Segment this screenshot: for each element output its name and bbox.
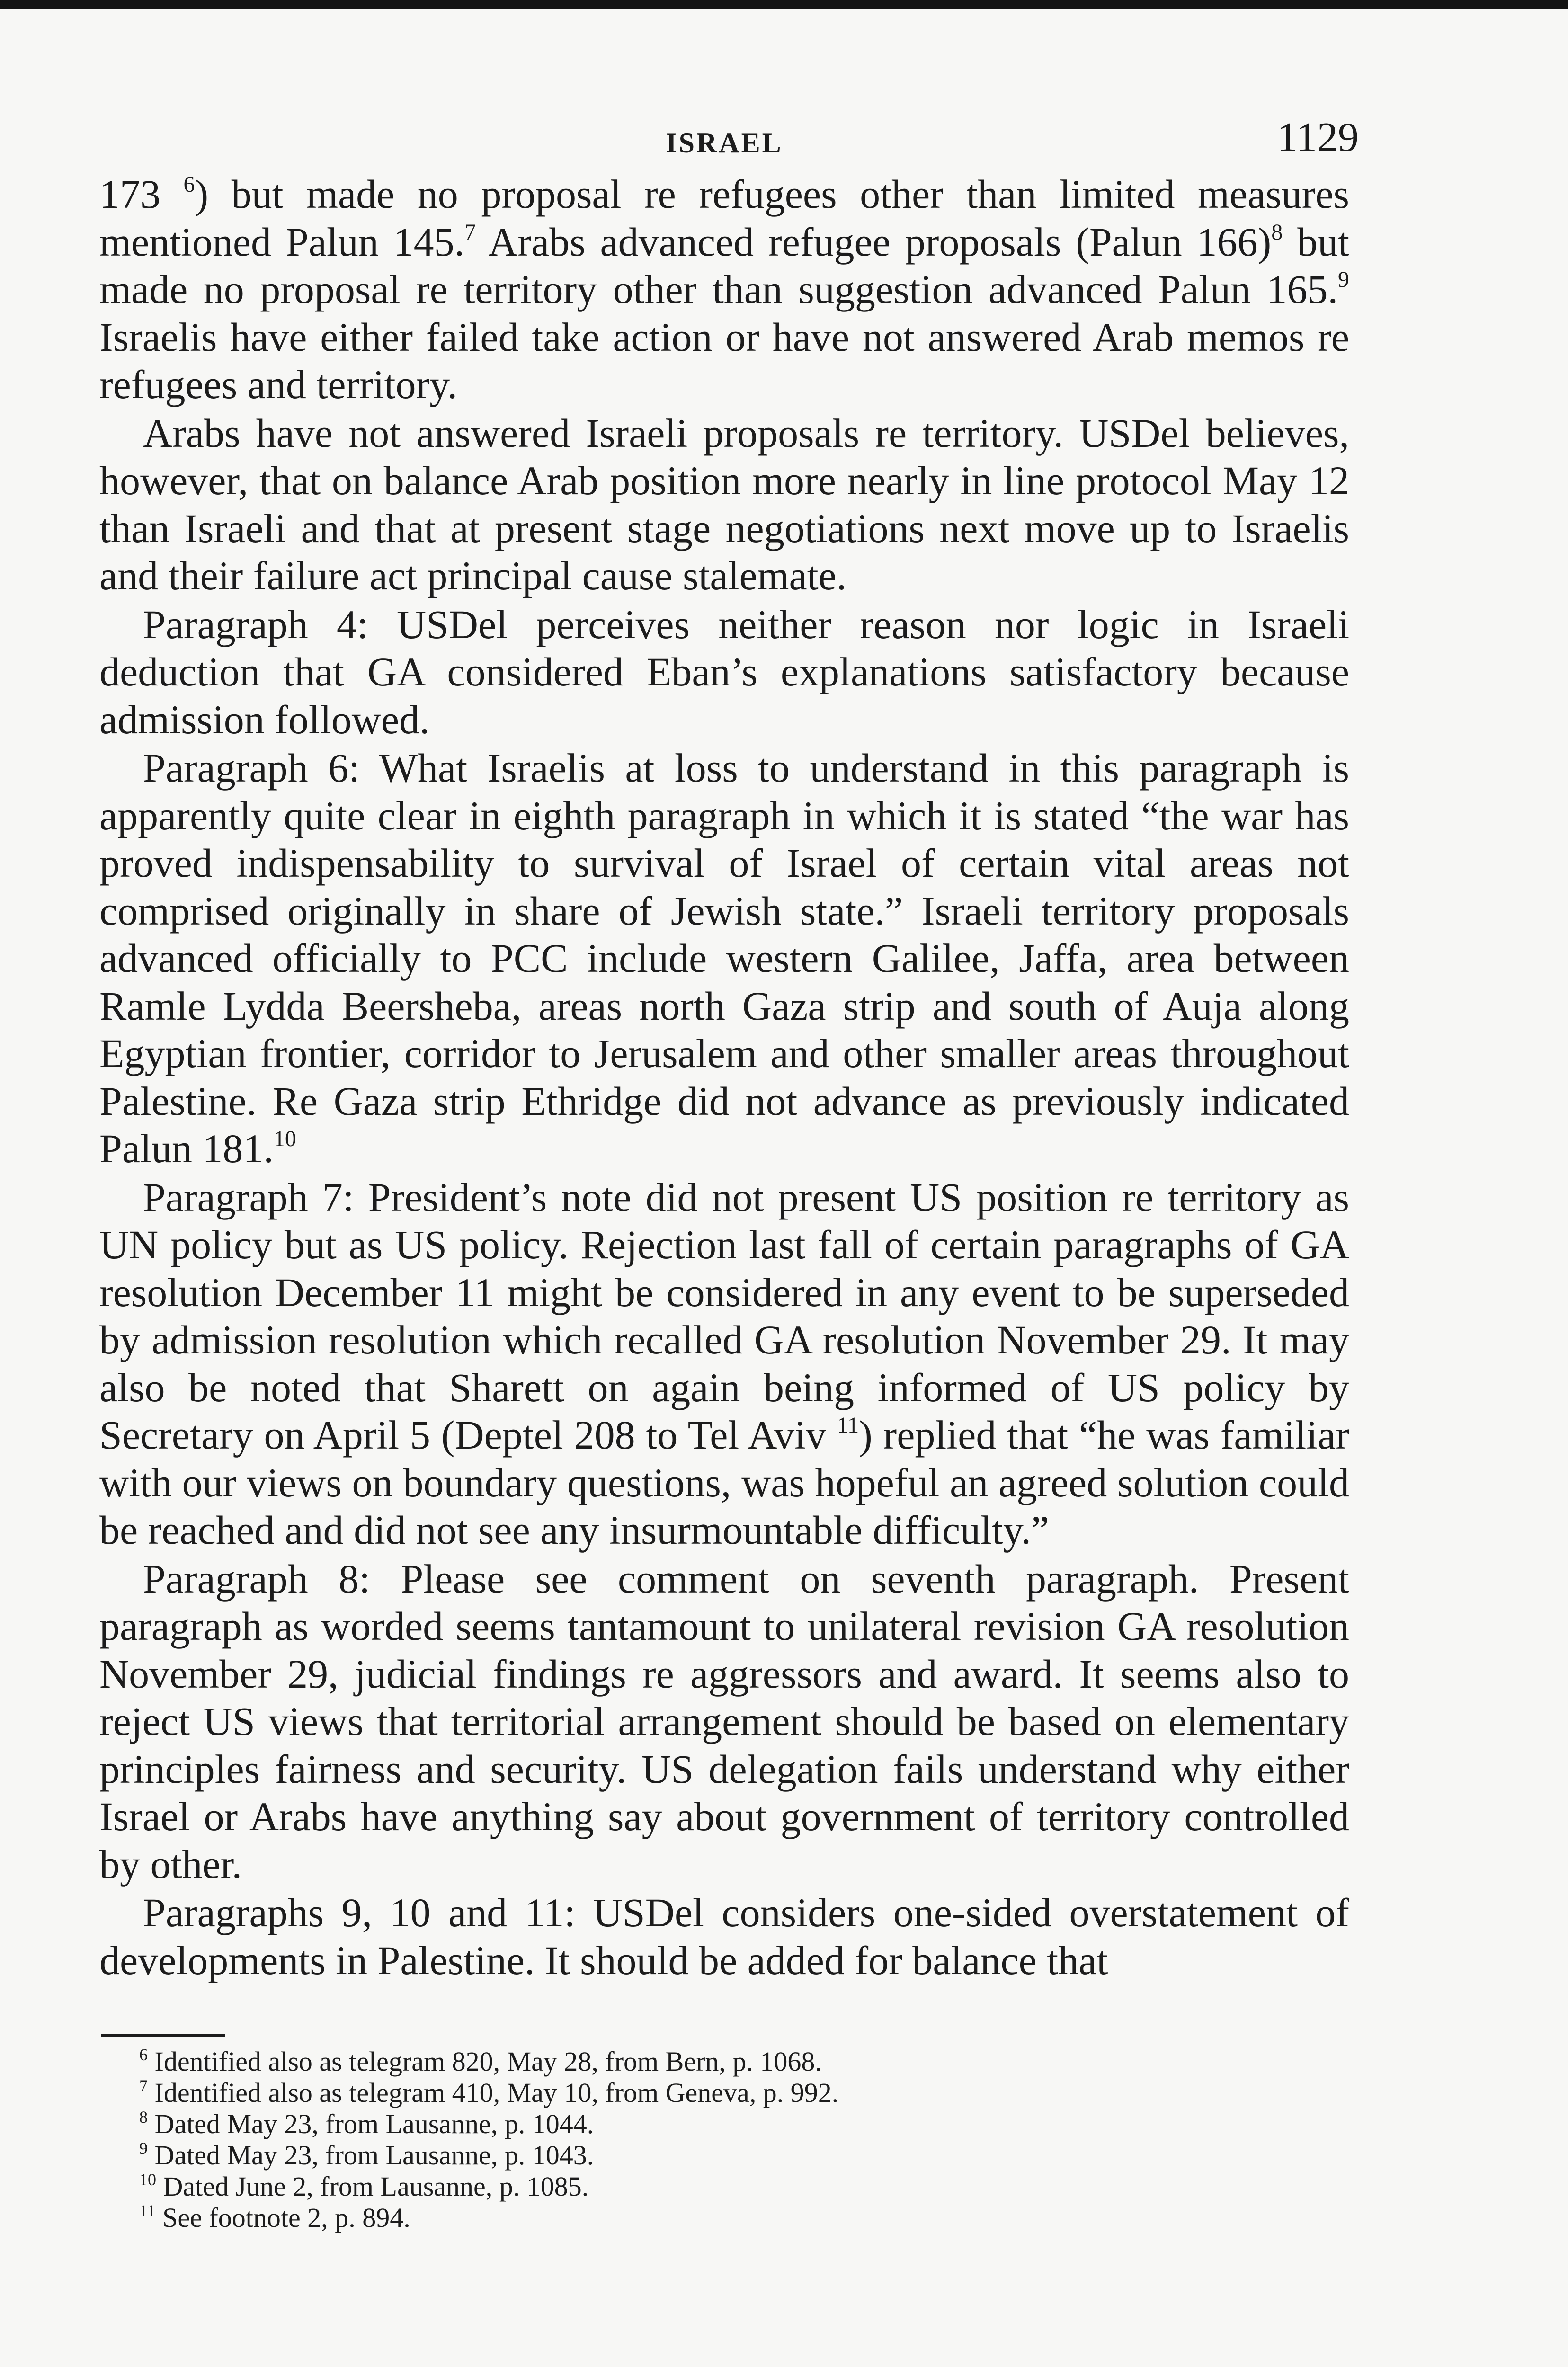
footnote-reference: 11	[837, 1413, 859, 1438]
footnote-text: Identified also as telegram 820, May 28, from Bern, p. 1068.	[148, 2046, 822, 2077]
footnote-mark: 10	[139, 2170, 156, 2189]
paragraph-text: Arabs have not answered Israeli proposals re territory. USDel believes, however, that on balance Arab position more nearly in line protocol May 12 than Israeli and that at present stage negotiations next move up to Israelis and their failure act principal cause stalemate.	[99, 410, 1349, 598]
paragraph-text: Paragraph 8: Please see comment on seventh paragraph. Present paragraph as worded seems tantamount to unilateral revision GA resolution November 29, judicial findings re aggressors and award. It seems also to reject US views that territorial arrangement should be based on elementary principles fairness and security. US delegation fails understand why either Israel or Arabs have anything say about government of territory controlled by other.	[99, 1556, 1349, 1887]
paragraph-text: ) but made no proposal re refugees other than limited measures mentioned Palun 145.	[99, 171, 1349, 265]
footnote	[139, 2202, 1349, 2234]
footnote-reference: 6	[183, 172, 195, 197]
body-text	[99, 170, 1349, 1984]
footnote	[139, 2140, 1349, 2171]
body-paragraph	[99, 1555, 1349, 1888]
paragraph-text: Paragraph 4: USDel perceives neither reason nor logic in Israeli deduction that GA considered Eban’s explanations satisfactory because admission followed.	[99, 601, 1349, 742]
paragraph-text: ) replied that “he was familiar with our views on boundary questions, was hopeful an agreed solution could be reached and did not see any insurmountable difficulty.”	[99, 1412, 1349, 1553]
footnote-text: Dated May 23, from Lausanne, p. 1043.	[148, 2140, 594, 2171]
footnote-reference: 10	[273, 1126, 296, 1151]
footnote-rule	[101, 2034, 225, 2037]
document-page	[99, 114, 1359, 2234]
running-title: ISRAEL	[666, 127, 783, 159]
footnote-reference: 7	[464, 219, 476, 245]
page-number: 1129	[1277, 115, 1359, 160]
footnote-mark: 7	[139, 2076, 148, 2095]
footnote-mark: 6	[139, 2045, 148, 2064]
footnote	[139, 2046, 1349, 2077]
paragraph-text: but made no proposal re territory other than suggestion advanced Palun 165.	[99, 219, 1349, 312]
paragraph-text: Paragraph 6: What Israelis at loss to understand in this paragraph is apparently quite clear in eighth paragraph in which it is stated “the war has proved indispensability to survival of Israel of certain vital areas not comprised originally in share of Jewish state.” Israeli territory proposals advanced officially to PCC include western Galilee, Jaffa, area between Ramle Lydda Beersheba, areas north Gaza strip and south of Auja along Egyptian frontier, corridor to Jerusalem and other smaller areas throughout Palestine. Re Gaza strip Ethridge did not advance as previously indicated Palun 181.	[99, 745, 1349, 1171]
paragraph-text: Paragraphs 9, 10 and 11: USDel considers one-sided overstatement of developments in Palestine. It should be added for balance that	[99, 1890, 1349, 1983]
paragraph-text: Israelis have either failed take action or have not answered Arab memos re refugees and territory.	[99, 314, 1349, 407]
footnote-text: Dated May 23, from Lausanne, p. 1044.	[148, 2109, 594, 2139]
paragraph-text: Arabs advanced refugee proposals (Palun 166)	[476, 219, 1272, 265]
footnote	[139, 2077, 1349, 2109]
body-paragraph	[99, 601, 1349, 744]
footnote-mark: 11	[139, 2201, 156, 2220]
footnote	[139, 2171, 1349, 2202]
body-paragraph	[99, 170, 1349, 409]
body-paragraph	[99, 409, 1349, 600]
paragraph-text: Paragraph 7: President’s note did not present US position re territory as UN policy but as US policy. Rejection last fall of certain paragraphs of GA resolution December 11 might be considered in any event to be superseded by admission resolution which recalled GA resolution November 29. It may also be noted that Sharett on again being informed of US policy by Secretary on April 5 (Deptel 208 to Tel Aviv	[99, 1174, 1349, 1458]
footnote-text: Dated June 2, from Lausanne, p. 1085.	[156, 2171, 589, 2202]
body-paragraph	[99, 1174, 1349, 1554]
running-head	[99, 114, 1359, 170]
top-border	[0, 0, 1568, 9]
footnote-text: See footnote 2, p. 894.	[155, 2202, 410, 2233]
footnotes	[99, 2046, 1349, 2234]
body-paragraph	[99, 1889, 1349, 1984]
footnote-mark: 8	[139, 2108, 148, 2127]
body-paragraph	[99, 744, 1349, 1173]
paragraph-text: 173	[99, 171, 184, 217]
footnote	[139, 2109, 1349, 2140]
footnote-text: Identified also as telegram 410, May 10, from Geneva, p. 992.	[148, 2077, 839, 2108]
footnote-reference: 9	[1338, 267, 1349, 292]
footnote-mark: 9	[139, 2139, 148, 2158]
footnote-reference: 8	[1271, 219, 1283, 245]
